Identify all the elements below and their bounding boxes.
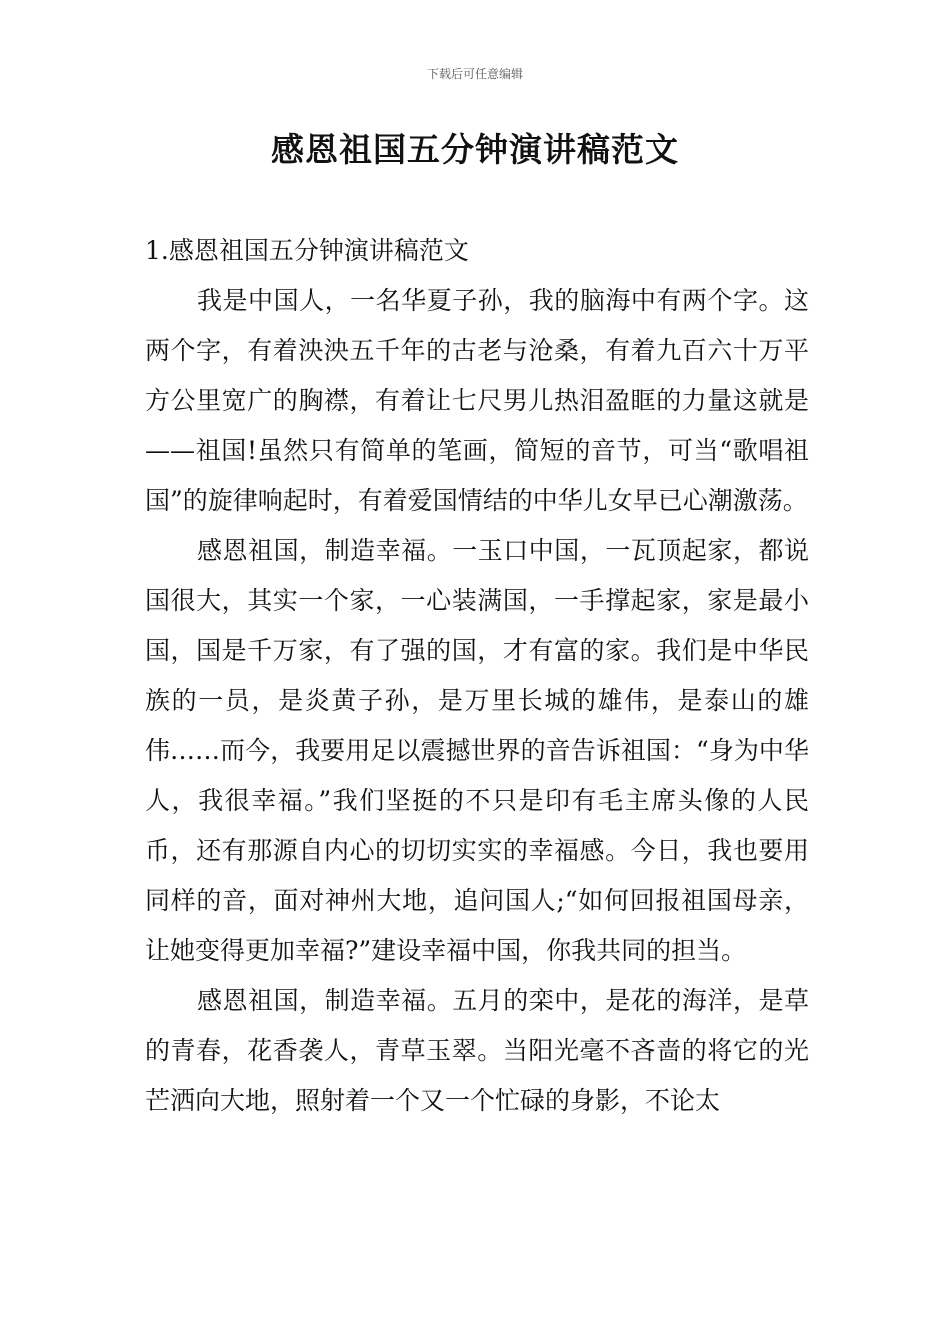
header-note: 下载后可任意编辑 [426,67,523,81]
paragraph-3: 感恩祖国，制造幸福。五月的栾中，是花的海洋，是草的青春，花香袭人，青草玉翠。当阳光毫不吝啬的将它的光芒洒向大地，照射着一个又一个忙碌的身影，不论太 [145,986,809,1115]
section-heading: 1.感恩祖国五分钟演讲稿范文 [145,236,469,265]
paragraph-2: 感恩祖国，制造幸福。一玉口中国，一瓦顶起家，都说国很大，其实一个家，一心装满国，一手撑起家，家是最小国，国是千万家，有了强的国，才有富的家。我们是中华民族的一员，是炎黄子孙，是万里长城的雄伟，是泰山的雄伟……而今，我要用足以震撼世界的音告诉祖国：“身为中华人，我很幸福。”我们坚挺的不只是印有毛主席头像的人民币，还有那源自内心的切切实实的幸福感。今日，我也要用同样的音，面对神州大地，追问国人;“如何回报祖国母亲，让她变得更加幸福?”建设幸福中国，你我共同的担当。 [145,536,809,965]
paragraph-1: 我是中国人，一名华夏子孙，我的脑海中有两个字。这两个字，有着泱泱五千年的古老与沧桑，有着九百六十万平方公里宽广的胸襟，有着让七尺男儿热泪盈眶的力量这就是——祖国!虽然只有简单的笔画，简短的音节，可当“歌唱祖国”的旋律响起时，有着爱国情结的中华儿女早已心潮激荡。 [145,286,809,515]
document-title: 感恩祖国五分钟演讲稿范文 [271,130,679,169]
document-body [145,226,809,1126]
